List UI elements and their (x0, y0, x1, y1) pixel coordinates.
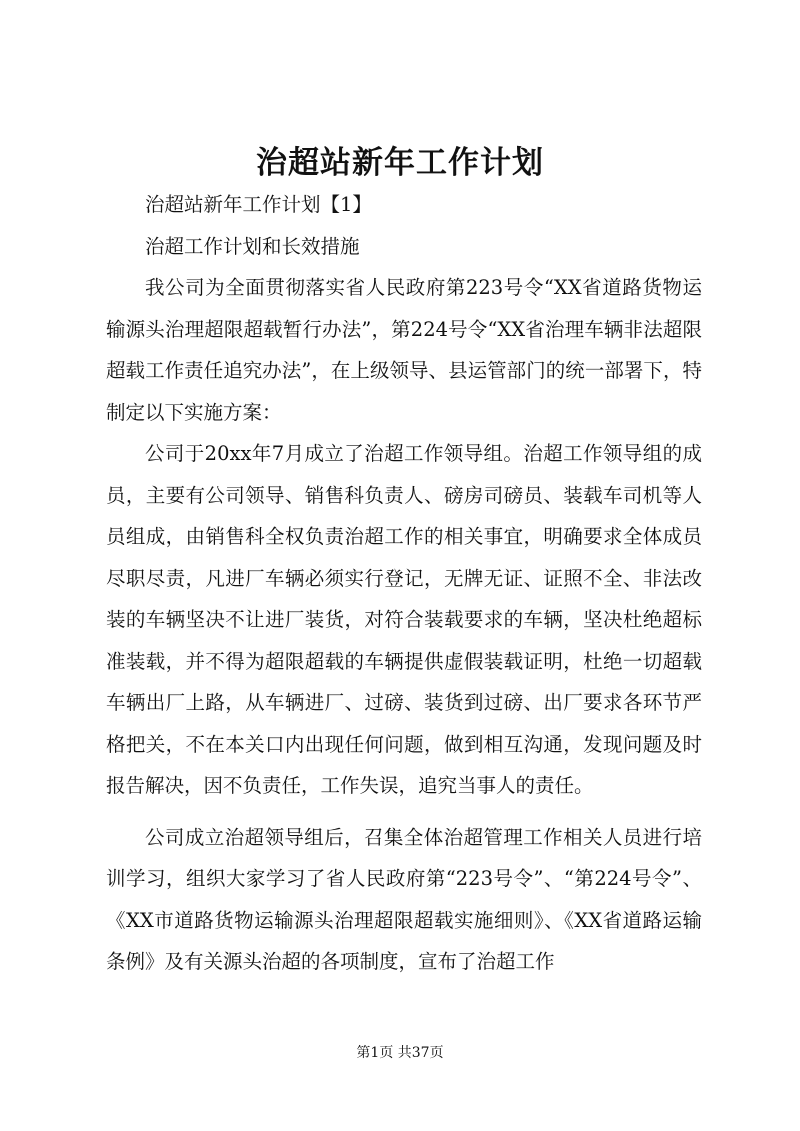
paragraph-3: 公司成立治超领导组后，召集全体治超管理工作相关人员进行培训学习，组织大家学习了省人民政府第“223号令”、“第224号令”、《XX市道路货物运输源头治理超限超载实施细则》、《XX省道路运输条例》及有关源头治超的各项制度，宣布了治超工作 (106, 825, 702, 973)
document-subtitle: 治超站新年工作计划【1】 (145, 193, 372, 216)
section-heading: 治超工作计划和长效措施 (145, 234, 360, 258)
page-number: 第1页 共37页 (356, 1045, 444, 1061)
paragraph-2: 公司于20xx年7月成立了治超工作领导组。治超工作领导组的成员，主要有公司领导、销售科负责人、磅房司磅员、装载车司机等人员组成，由销售科全权负责治超工作的相关事宜，明确要求全体成员尽职尽责，凡进厂车辆必须实行登记，无牌无证、证照不全、非法改装的车辆坚决不让进厂装货，对符合装载要求的车辆，坚决杜绝超标准装载，并不得为超限超载的车辆提供虚假装载证明，杜绝一切超载车辆出厂上路，从车辆进厂、过磅、装货到过磅、出厂要求各环节严格把关，不在本关口内出现任何问题，做到相互沟通，发现问题及时报告解决，因不负责任，工作失误，追究当事人的责任。 (106, 442, 702, 797)
document-body (106, 184, 702, 983)
paragraph-1: 我公司为全面贯彻落实省人民政府第223号令“XX省道路货物运输源头治理超限超载暂行办法”，第224号令“XX省治理车辆非法超限超载工作责任追究办法”，在上级领导、县运管部门的统一部署下，特制定以下实施方案： (106, 276, 702, 424)
document-title: 治超站新年工作计划 (256, 145, 544, 181)
